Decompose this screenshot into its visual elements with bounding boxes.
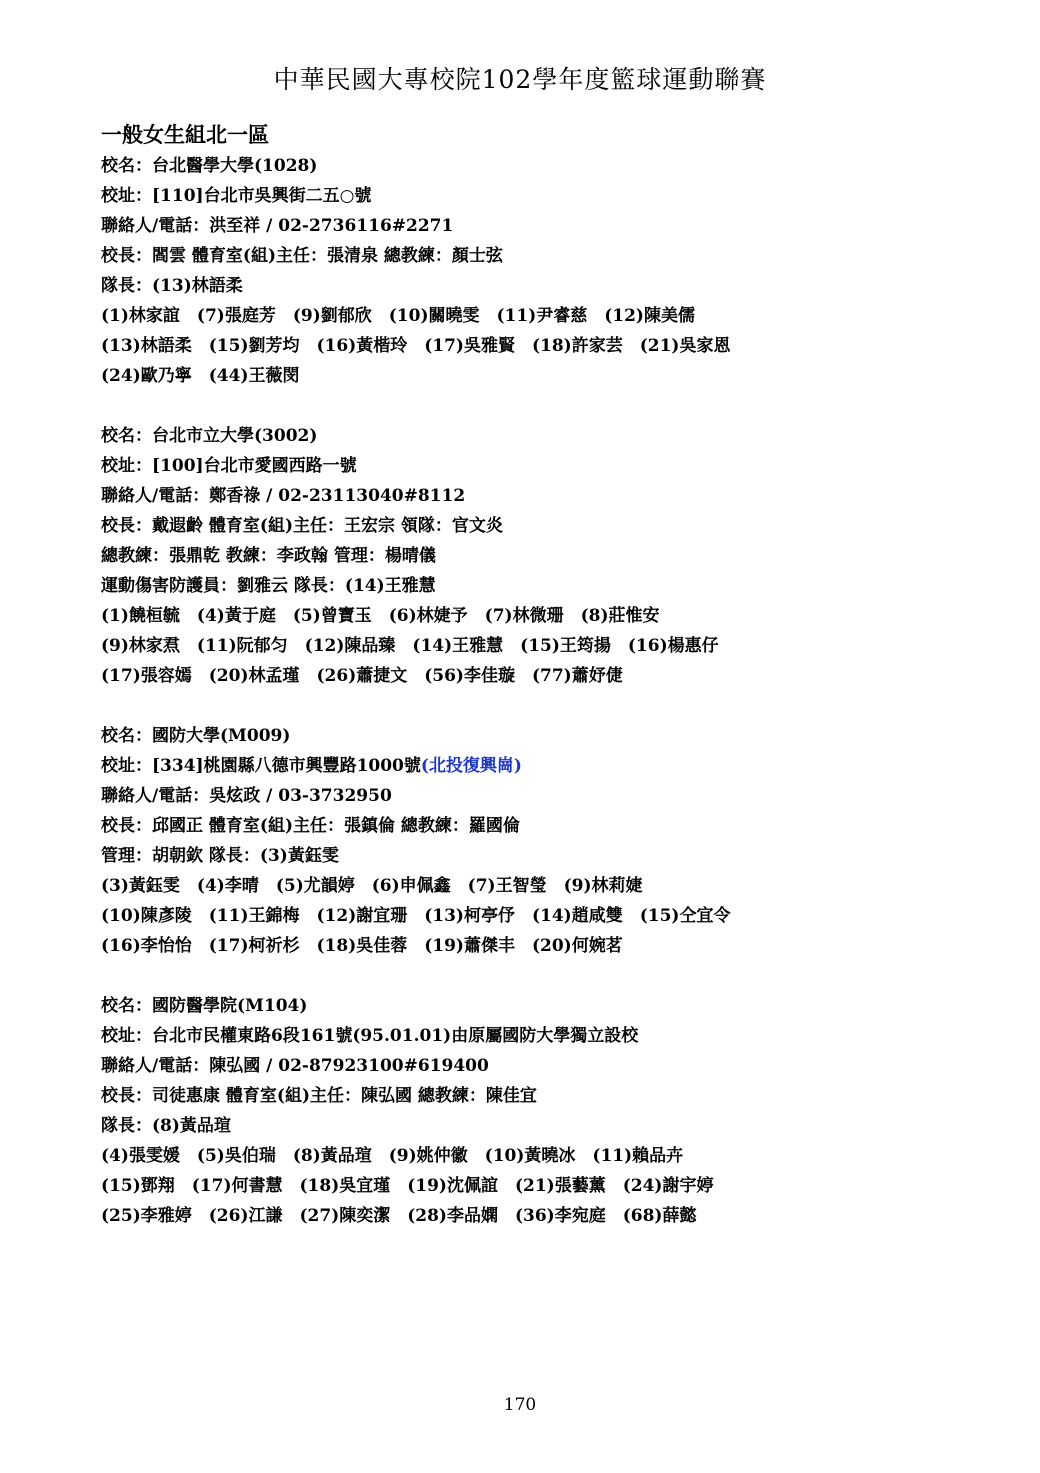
staff-line: 校長：司徒惠康 體育室(組)主任：陳弘國 總教練：陳佳宜 bbox=[101, 1086, 537, 1106]
roster-line: (10)陳彥陵 (11)王錦梅 (12)謝宜珊 (13)柯亭伃 (14)趙咸雙 (15)仝宜令 bbox=[101, 906, 731, 926]
school-address: 校址：台北市民權東路6段161號(95.01.01)由原屬國防大學獨立設校 bbox=[101, 1026, 639, 1046]
captain-line: 運動傷害防護員：劉雅云 隊長：(14)王雅慧 bbox=[101, 576, 436, 596]
captain-line: 隊長：(8)黃品瑄 bbox=[101, 1116, 231, 1136]
school-entry bbox=[101, 991, 981, 1231]
school-address: 校址：[334]桃園縣八德市興豐路1000號 bbox=[101, 756, 421, 776]
roster-line: (4)張雯媛 (5)吳伯瑞 (8)黃品瑄 (9)姚仲徽 (10)黃曉冰 (11)賴品卉 bbox=[101, 1146, 684, 1166]
roster-line: (3)黃鈺雯 (4)李晴 (5)尤韻婷 (6)申佩鑫 (7)王智瑩 (9)林莉婕 bbox=[101, 876, 643, 896]
school-address: 校址：[100]台北市愛國西路一號 bbox=[101, 456, 357, 476]
document-body bbox=[101, 118, 981, 1261]
school-name: 校名：國防大學(M009) bbox=[101, 726, 291, 746]
roster-line: (1)饒桓毓 (4)黃于庭 (5)曾寶玉 (6)林婕予 (7)林微珊 (8)莊惟安 bbox=[101, 606, 660, 626]
contact-line: 聯絡人/電話：鄭香祿 / 02-23113040#8112 bbox=[101, 486, 466, 506]
school-name: 校名：台北醫學大學(1028) bbox=[101, 156, 318, 176]
captain-line: 隊長：(13)林語柔 bbox=[101, 276, 243, 296]
contact-line: 聯絡人/電話：陳弘國 / 02-87923100#619400 bbox=[101, 1056, 489, 1076]
school-address-row bbox=[101, 751, 981, 781]
staff-line: 校長：閻雲 體育室(組)主任：張清泉 總教練：顏士弦 bbox=[101, 246, 503, 266]
page-number: 170 bbox=[503, 1395, 537, 1415]
staff-line: 總教練：張鼎乾 教練：李政翰 管理：楊晴儀 bbox=[101, 546, 436, 566]
address-note: (北投復興崗) bbox=[420, 756, 522, 776]
contact-line: 聯絡人/電話：吳炫政 / 03-3732950 bbox=[101, 786, 392, 806]
roster-line: (1)林家誼 (7)張庭芳 (9)劉郁欣 (10)關曉雯 (11)尹睿慈 (12)陳美儒 bbox=[101, 306, 695, 326]
page-title: 中華民國大專校院102學年度籃球運動聯賽 bbox=[273, 65, 767, 94]
roster-line: (17)張容嫣 (20)林孟瑾 (26)蕭捷文 (56)李佳璇 (77)蕭妤倢 bbox=[101, 666, 623, 686]
staff-line: 校長：戴遐齡 體育室(組)主任：王宏宗 領隊：官文炎 bbox=[101, 516, 503, 536]
roster-line: (16)李怡怡 (17)柯祈杉 (18)吳佳蓉 (19)蕭傑丰 (20)何婉茗 bbox=[101, 936, 623, 956]
school-name: 校名：國防醫學院(M104) bbox=[101, 996, 308, 1016]
roster-line: (25)李雅婷 (26)江謙 (27)陳奕潔 (28)李品嫻 (36)李宛庭 (68)薛懿 bbox=[101, 1206, 697, 1226]
school-address: 校址：[110]台北市吳興街二五○號 bbox=[101, 186, 372, 206]
contact-line: 聯絡人/電話：洪至祥 / 02-2736116#2271 bbox=[101, 216, 454, 236]
school-entry bbox=[101, 421, 981, 691]
roster-line: (24)歐乃寧 (44)王薇閔 bbox=[101, 366, 300, 386]
division-heading: 一般女生組北一區 bbox=[101, 122, 269, 147]
roster-line: (9)林家焄 (11)阮郁匀 (12)陳品臻 (14)王雅慧 (15)王筠揚 (16)楊惠仔 bbox=[101, 636, 719, 656]
school-entry bbox=[101, 721, 981, 961]
staff-line: 校長：邱國正 體育室(組)主任：張鎮倫 總教練：羅國倫 bbox=[101, 816, 520, 836]
school-name: 校名：台北市立大學(3002) bbox=[101, 426, 318, 446]
roster-line: (13)林語柔 (15)劉芳均 (16)黃楷玲 (17)吳雅賢 (18)許家芸 (21)吳家恩 bbox=[101, 336, 731, 356]
captain-line: 管理：胡朝欽 隊長：(3)黃鈺雯 bbox=[101, 846, 339, 866]
school-entry bbox=[101, 151, 981, 391]
roster-line: (15)鄧翔 (17)何書慧 (18)吳宜瑾 (19)沈佩誼 (21)張藝薰 (24)謝宇婷 bbox=[101, 1176, 714, 1196]
